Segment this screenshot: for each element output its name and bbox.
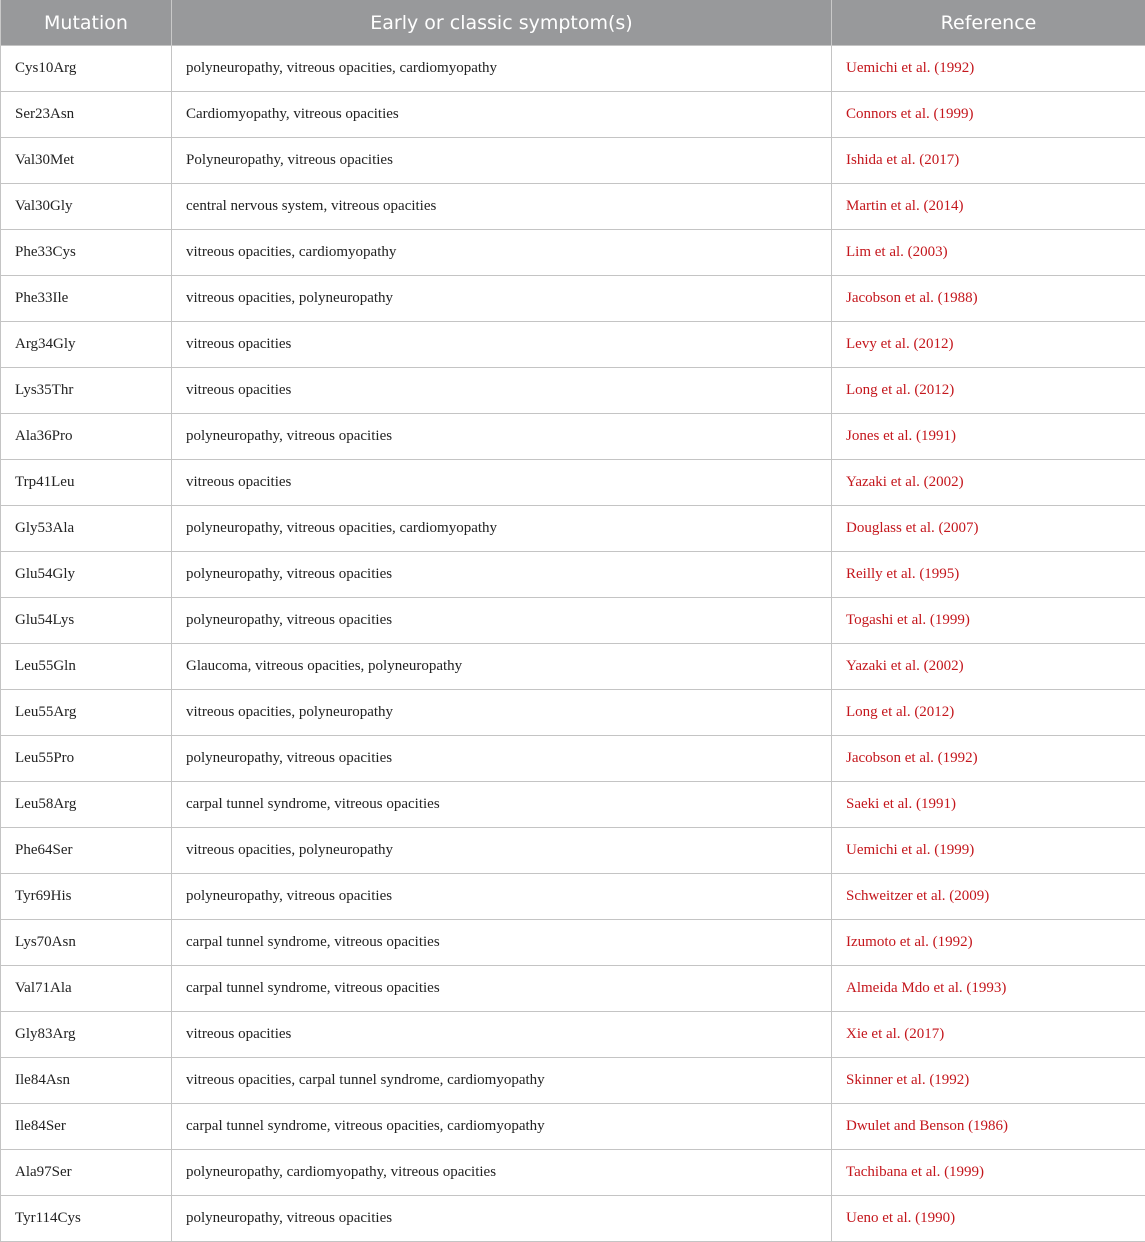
header-reference: Reference bbox=[832, 0, 1145, 46]
mutation-cell: Ile84Asn bbox=[1, 1058, 172, 1104]
symptoms-cell: Polyneuropathy, vitreous opacities bbox=[172, 138, 832, 184]
mutation-cell: Leu58Arg bbox=[1, 782, 172, 828]
symptoms-cell: polyneuropathy, vitreous opacities bbox=[172, 414, 832, 460]
table-row bbox=[1, 184, 1145, 230]
symptoms-cell: polyneuropathy, vitreous opacities bbox=[172, 874, 832, 920]
reference-link[interactable]: Ishida et al. (2017) bbox=[832, 138, 1145, 184]
symptoms-cell: polyneuropathy, vitreous opacities, cardiomyopathy bbox=[172, 506, 832, 552]
reference-link[interactable]: Jacobson et al. (1988) bbox=[832, 276, 1145, 322]
table-row bbox=[1, 368, 1145, 414]
table-row bbox=[1, 552, 1145, 598]
reference-link[interactable]: Togashi et al. (1999) bbox=[832, 598, 1145, 644]
reference-link[interactable]: Levy et al. (2012) bbox=[832, 322, 1145, 368]
header-row bbox=[1, 0, 1145, 46]
mutation-cell: Val30Met bbox=[1, 138, 172, 184]
reference-link[interactable]: Uemichi et al. (1999) bbox=[832, 828, 1145, 874]
table-row bbox=[1, 966, 1145, 1012]
table-row bbox=[1, 276, 1145, 322]
symptoms-cell: polyneuropathy, vitreous opacities bbox=[172, 598, 832, 644]
mutation-cell: Leu55Gln bbox=[1, 644, 172, 690]
table-row bbox=[1, 322, 1145, 368]
mutation-cell: Lys70Asn bbox=[1, 920, 172, 966]
symptoms-cell: carpal tunnel syndrome, vitreous opacities, cardiomyopathy bbox=[172, 1104, 832, 1150]
header-symptoms: Early or classic symptom(s) bbox=[172, 0, 832, 46]
table-row bbox=[1, 920, 1145, 966]
reference-link[interactable]: Long et al. (2012) bbox=[832, 690, 1145, 736]
table-row bbox=[1, 506, 1145, 552]
table-row bbox=[1, 690, 1145, 736]
table-row bbox=[1, 138, 1145, 184]
reference-link[interactable]: Martin et al. (2014) bbox=[832, 184, 1145, 230]
reference-link[interactable]: Tachibana et al. (1999) bbox=[832, 1150, 1145, 1196]
mutation-cell: Leu55Arg bbox=[1, 690, 172, 736]
mutation-cell: Tyr114Cys bbox=[1, 1196, 172, 1242]
symptoms-cell: vitreous opacities, carpal tunnel syndrome, cardiomyopathy bbox=[172, 1058, 832, 1104]
reference-link[interactable]: Saeki et al. (1991) bbox=[832, 782, 1145, 828]
table-header bbox=[1, 0, 1145, 46]
mutation-cell: Val71Ala bbox=[1, 966, 172, 1012]
mutation-cell: Gly83Arg bbox=[1, 1012, 172, 1058]
symptoms-cell: Cardiomyopathy, vitreous opacities bbox=[172, 92, 832, 138]
mutation-cell: Phe33Ile bbox=[1, 276, 172, 322]
mutation-cell: Ile84Ser bbox=[1, 1104, 172, 1150]
symptoms-cell: polyneuropathy, vitreous opacities, cardiomyopathy bbox=[172, 46, 832, 92]
table-row bbox=[1, 1104, 1145, 1150]
reference-link[interactable]: Ueno et al. (1990) bbox=[832, 1196, 1145, 1242]
reference-link[interactable]: Lim et al. (2003) bbox=[832, 230, 1145, 276]
reference-link[interactable]: Long et al. (2012) bbox=[832, 368, 1145, 414]
mutation-cell: Gly53Ala bbox=[1, 506, 172, 552]
mutation-cell: Glu54Lys bbox=[1, 598, 172, 644]
reference-link[interactable]: Xie et al. (2017) bbox=[832, 1012, 1145, 1058]
table-row bbox=[1, 460, 1145, 506]
reference-link[interactable]: Jacobson et al. (1992) bbox=[832, 736, 1145, 782]
mutation-cell: Cys10Arg bbox=[1, 46, 172, 92]
symptoms-cell: vitreous opacities bbox=[172, 322, 832, 368]
symptoms-cell: vitreous opacities bbox=[172, 368, 832, 414]
symptoms-cell: polyneuropathy, vitreous opacities bbox=[172, 1196, 832, 1242]
reference-link[interactable]: Jones et al. (1991) bbox=[832, 414, 1145, 460]
table-row bbox=[1, 828, 1145, 874]
symptoms-cell: vitreous opacities, polyneuropathy bbox=[172, 828, 832, 874]
mutation-cell: Ala36Pro bbox=[1, 414, 172, 460]
table-row bbox=[1, 1150, 1145, 1196]
symptoms-cell: carpal tunnel syndrome, vitreous opacities bbox=[172, 920, 832, 966]
mutation-cell: Arg34Gly bbox=[1, 322, 172, 368]
table-row bbox=[1, 598, 1145, 644]
mutation-cell: Trp41Leu bbox=[1, 460, 172, 506]
reference-link[interactable]: Dwulet and Benson (1986) bbox=[832, 1104, 1145, 1150]
table-row bbox=[1, 92, 1145, 138]
symptoms-cell: polyneuropathy, cardiomyopathy, vitreous opacities bbox=[172, 1150, 832, 1196]
symptoms-cell: Glaucoma, vitreous opacities, polyneuropathy bbox=[172, 644, 832, 690]
reference-link[interactable]: Douglass et al. (2007) bbox=[832, 506, 1145, 552]
symptoms-cell: vitreous opacities bbox=[172, 460, 832, 506]
header-mutation: Mutation bbox=[1, 0, 172, 46]
table-body bbox=[1, 46, 1145, 1242]
table-row bbox=[1, 1058, 1145, 1104]
symptoms-cell: carpal tunnel syndrome, vitreous opacities bbox=[172, 782, 832, 828]
table-row bbox=[1, 736, 1145, 782]
mutation-cell: Tyr69His bbox=[1, 874, 172, 920]
reference-link[interactable]: Schweitzer et al. (2009) bbox=[832, 874, 1145, 920]
mutation-cell: Lys35Thr bbox=[1, 368, 172, 414]
mutation-cell: Ala97Ser bbox=[1, 1150, 172, 1196]
symptoms-cell: central nervous system, vitreous opacities bbox=[172, 184, 832, 230]
symptoms-cell: vitreous opacities, polyneuropathy bbox=[172, 276, 832, 322]
symptoms-cell: vitreous opacities, cardiomyopathy bbox=[172, 230, 832, 276]
symptoms-cell: polyneuropathy, vitreous opacities bbox=[172, 736, 832, 782]
table-row bbox=[1, 644, 1145, 690]
mutation-cell: Leu55Pro bbox=[1, 736, 172, 782]
reference-link[interactable]: Yazaki et al. (2002) bbox=[832, 460, 1145, 506]
table-row bbox=[1, 414, 1145, 460]
reference-link[interactable]: Almeida Mdo et al. (1993) bbox=[832, 966, 1145, 1012]
symptoms-cell: polyneuropathy, vitreous opacities bbox=[172, 552, 832, 598]
table-row bbox=[1, 1196, 1145, 1242]
reference-link[interactable]: Yazaki et al. (2002) bbox=[832, 644, 1145, 690]
mutation-cell: Phe64Ser bbox=[1, 828, 172, 874]
table-row bbox=[1, 1012, 1145, 1058]
reference-link[interactable]: Izumoto et al. (1992) bbox=[832, 920, 1145, 966]
reference-link[interactable]: Uemichi et al. (1992) bbox=[832, 46, 1145, 92]
symptoms-cell: vitreous opacities bbox=[172, 1012, 832, 1058]
reference-link[interactable]: Skinner et al. (1992) bbox=[832, 1058, 1145, 1104]
table-row bbox=[1, 46, 1145, 92]
mutation-cell: Glu54Gly bbox=[1, 552, 172, 598]
table-row bbox=[1, 874, 1145, 920]
symptoms-cell: vitreous opacities, polyneuropathy bbox=[172, 690, 832, 736]
symptoms-cell: carpal tunnel syndrome, vitreous opacities bbox=[172, 966, 832, 1012]
mutation-cell: Val30Gly bbox=[1, 184, 172, 230]
mutation-cell: Phe33Cys bbox=[1, 230, 172, 276]
table-row bbox=[1, 782, 1145, 828]
table-row bbox=[1, 230, 1145, 276]
reference-link[interactable]: Reilly et al. (1995) bbox=[832, 552, 1145, 598]
reference-link[interactable]: Connors et al. (1999) bbox=[832, 92, 1145, 138]
mutation-cell: Ser23Asn bbox=[1, 92, 172, 138]
